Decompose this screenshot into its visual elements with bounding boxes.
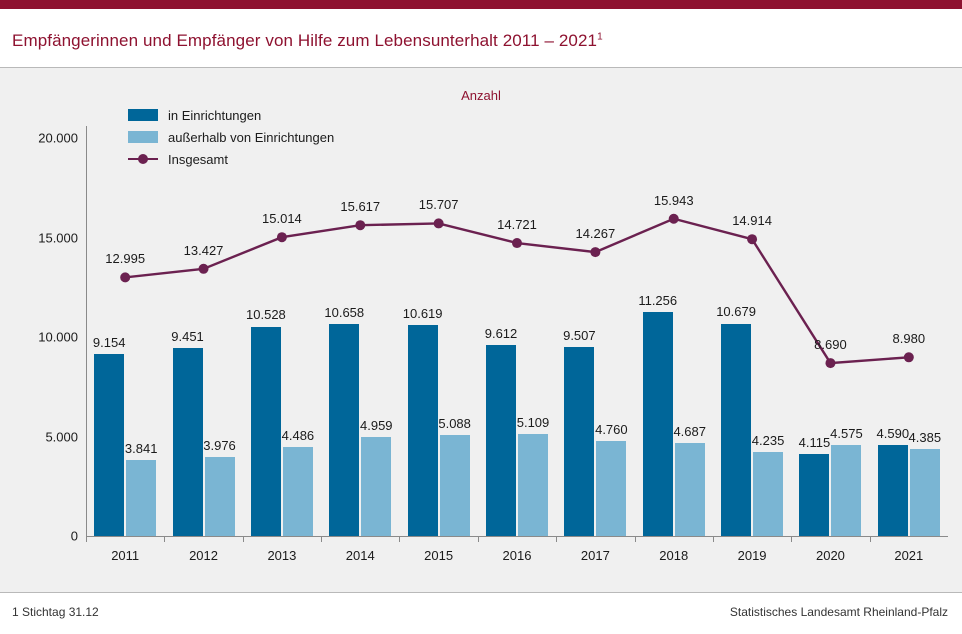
bar-ausserhalb-von-einrichtungen [831, 445, 861, 536]
bar-value-label-ausserhalb: 4.959 [359, 418, 393, 434]
x-tick-label: 2021 [894, 548, 924, 563]
x-tick-label: 2020 [815, 548, 845, 563]
x-tick-mark [164, 536, 165, 542]
bar-in-einrichtungen [173, 348, 203, 536]
bar-in-einrichtungen [486, 345, 516, 536]
bar-value-label-in-einrichtungen: 9.507 [563, 327, 596, 343]
line-marker-insgesamt [120, 272, 130, 282]
bar-ausserhalb-von-einrichtungen [283, 447, 313, 536]
y-tick-label: 20.000 [38, 130, 78, 146]
line-marker-insgesamt [434, 218, 444, 228]
bar-value-label-ausserhalb: 4.486 [281, 427, 315, 443]
source-text: Statistisches Landesamt Rheinland-Pfalz [729, 605, 948, 619]
bar-ausserhalb-von-einrichtungen [205, 457, 235, 536]
bar-in-einrichtungen [799, 454, 829, 536]
page-title-footnote-marker: 1 [597, 31, 603, 43]
bar-ausserhalb-von-einrichtungen [596, 441, 626, 536]
top-accent-bar [0, 0, 962, 9]
bar-ausserhalb-von-einrichtungen [518, 434, 548, 536]
line-marker-insgesamt [277, 232, 287, 242]
legend-label-1: außerhalb von Einrichtungen [168, 129, 335, 145]
chart-canvas [0, 68, 962, 592]
bar-value-label-in-einrichtungen: 10.679 [716, 304, 756, 320]
bar-in-einrichtungen [643, 312, 673, 536]
x-tick-label: 2013 [267, 548, 297, 563]
x-axis [86, 536, 948, 537]
bar-ausserhalb-von-einrichtungen [440, 435, 470, 536]
bar-value-label-in-einrichtungen: 4.115 [798, 435, 831, 451]
bar-in-einrichtungen [408, 325, 438, 536]
line-marker-insgesamt [669, 214, 679, 224]
line-marker-insgesamt [747, 234, 757, 244]
bar-value-label-ausserhalb: 4.235 [751, 432, 785, 448]
x-tick-mark [478, 536, 479, 542]
x-tick-label: 2017 [580, 548, 610, 563]
x-tick-mark [556, 536, 557, 542]
x-tick-mark [243, 536, 244, 542]
bar-value-label-ausserhalb: 5.088 [438, 415, 471, 431]
page-title-text: Empfängerinnen und Empfänger von Hilfe zum Lebensunterhalt 2011 – 2021 [12, 31, 598, 50]
x-tick-label: 2011 [111, 548, 140, 563]
bar-ausserhalb-von-einrichtungen [126, 460, 156, 536]
x-tick-mark [713, 536, 714, 542]
bar-in-einrichtungen [721, 324, 751, 537]
bar-value-label-ausserhalb: 4.385 [908, 429, 942, 445]
line-value-label-insgesamt: 13.427 [183, 242, 224, 258]
bar-ausserhalb-von-einrichtungen [910, 449, 940, 536]
bar-in-einrichtungen [564, 347, 594, 536]
bar-value-label-ausserhalb: 4.687 [673, 423, 706, 439]
x-tick-label: 2016 [502, 548, 532, 563]
line-value-label-insgesamt: 14.914 [732, 213, 772, 229]
bar-in-einrichtungen [251, 327, 281, 537]
bar-value-label-ausserhalb: 4.575 [830, 425, 863, 441]
y-tick-label: 10.000 [38, 329, 78, 345]
line-value-label-insgesamt: 14.267 [575, 226, 616, 242]
bar-value-label-ausserhalb: 3.976 [203, 437, 236, 453]
title-band [0, 9, 962, 68]
x-tick-mark [635, 536, 636, 542]
line-marker-insgesamt [590, 247, 600, 257]
bar-value-label-ausserhalb: 5.109 [516, 415, 550, 431]
bar-value-label-in-einrichtungen: 4.590 [876, 425, 910, 441]
y-tick-label: 5.000 [45, 429, 78, 444]
bar-ausserhalb-von-einrichtungen [675, 443, 705, 536]
x-tick-label: 2015 [424, 548, 454, 563]
bar-value-label-in-einrichtungen: 9.451 [171, 328, 204, 344]
bar-in-einrichtungen [878, 445, 908, 536]
x-tick-label: 2019 [737, 548, 767, 563]
plot-area [0, 68, 962, 592]
line-value-label-insgesamt: 8.980 [892, 331, 926, 347]
bar-value-label-in-einrichtungen: 10.619 [402, 305, 443, 321]
legend-label-2: Insgesamt [168, 151, 228, 167]
bar-ausserhalb-von-einrichtungen [753, 452, 783, 536]
footnote-text: 1 Stichtag 31.12 [12, 605, 99, 619]
line-marker-insgesamt [825, 358, 835, 368]
line-value-label-insgesamt: 14.721 [497, 217, 537, 233]
bar-value-label-ausserhalb: 4.760 [595, 422, 628, 438]
line-value-label-insgesamt: 8.690 [814, 337, 847, 353]
bar-in-einrichtungen [329, 324, 359, 536]
line-marker-insgesamt [512, 238, 522, 248]
x-tick-label: 2012 [189, 548, 218, 563]
footer-band [0, 592, 962, 634]
bar-value-label-in-einrichtungen: 10.658 [324, 304, 365, 320]
line-value-label-insgesamt: 12.995 [105, 251, 146, 267]
page-title [12, 31, 603, 51]
x-tick-label: 2014 [345, 548, 375, 563]
bar-value-label-in-einrichtungen: 9.612 [484, 325, 518, 341]
x-tick-mark [791, 536, 792, 542]
bar-value-label-in-einrichtungen: 11.256 [638, 293, 678, 308]
x-tick-label: 2018 [659, 548, 689, 563]
line-value-label-insgesamt: 15.617 [340, 199, 381, 215]
line-value-label-insgesamt: 15.014 [262, 211, 302, 227]
y-tick-label: 15.000 [38, 230, 78, 245]
line-marker-insgesamt [355, 220, 365, 230]
unit-label: Anzahl [461, 88, 501, 103]
y-axis [86, 126, 87, 536]
line-value-label-insgesamt: 15.707 [418, 197, 459, 213]
bar-value-label-in-einrichtungen: 10.528 [246, 307, 286, 323]
x-tick-mark [870, 536, 871, 542]
y-tick-label: 0 [70, 528, 78, 544]
line-value-label-insgesamt: 15.943 [653, 192, 694, 208]
x-tick-mark [321, 536, 322, 542]
bar-value-label-in-einrichtungen: 9.154 [92, 334, 126, 350]
bar-in-einrichtungen [94, 354, 124, 536]
x-tick-mark [399, 536, 400, 542]
line-marker-insgesamt [904, 352, 914, 362]
x-tick-mark [86, 536, 87, 542]
line-marker-insgesamt [199, 264, 209, 274]
bar-value-label-ausserhalb: 3.841 [124, 440, 158, 456]
bar-ausserhalb-von-einrichtungen [361, 437, 391, 536]
legend-label-0: in Einrichtungen [168, 107, 262, 123]
